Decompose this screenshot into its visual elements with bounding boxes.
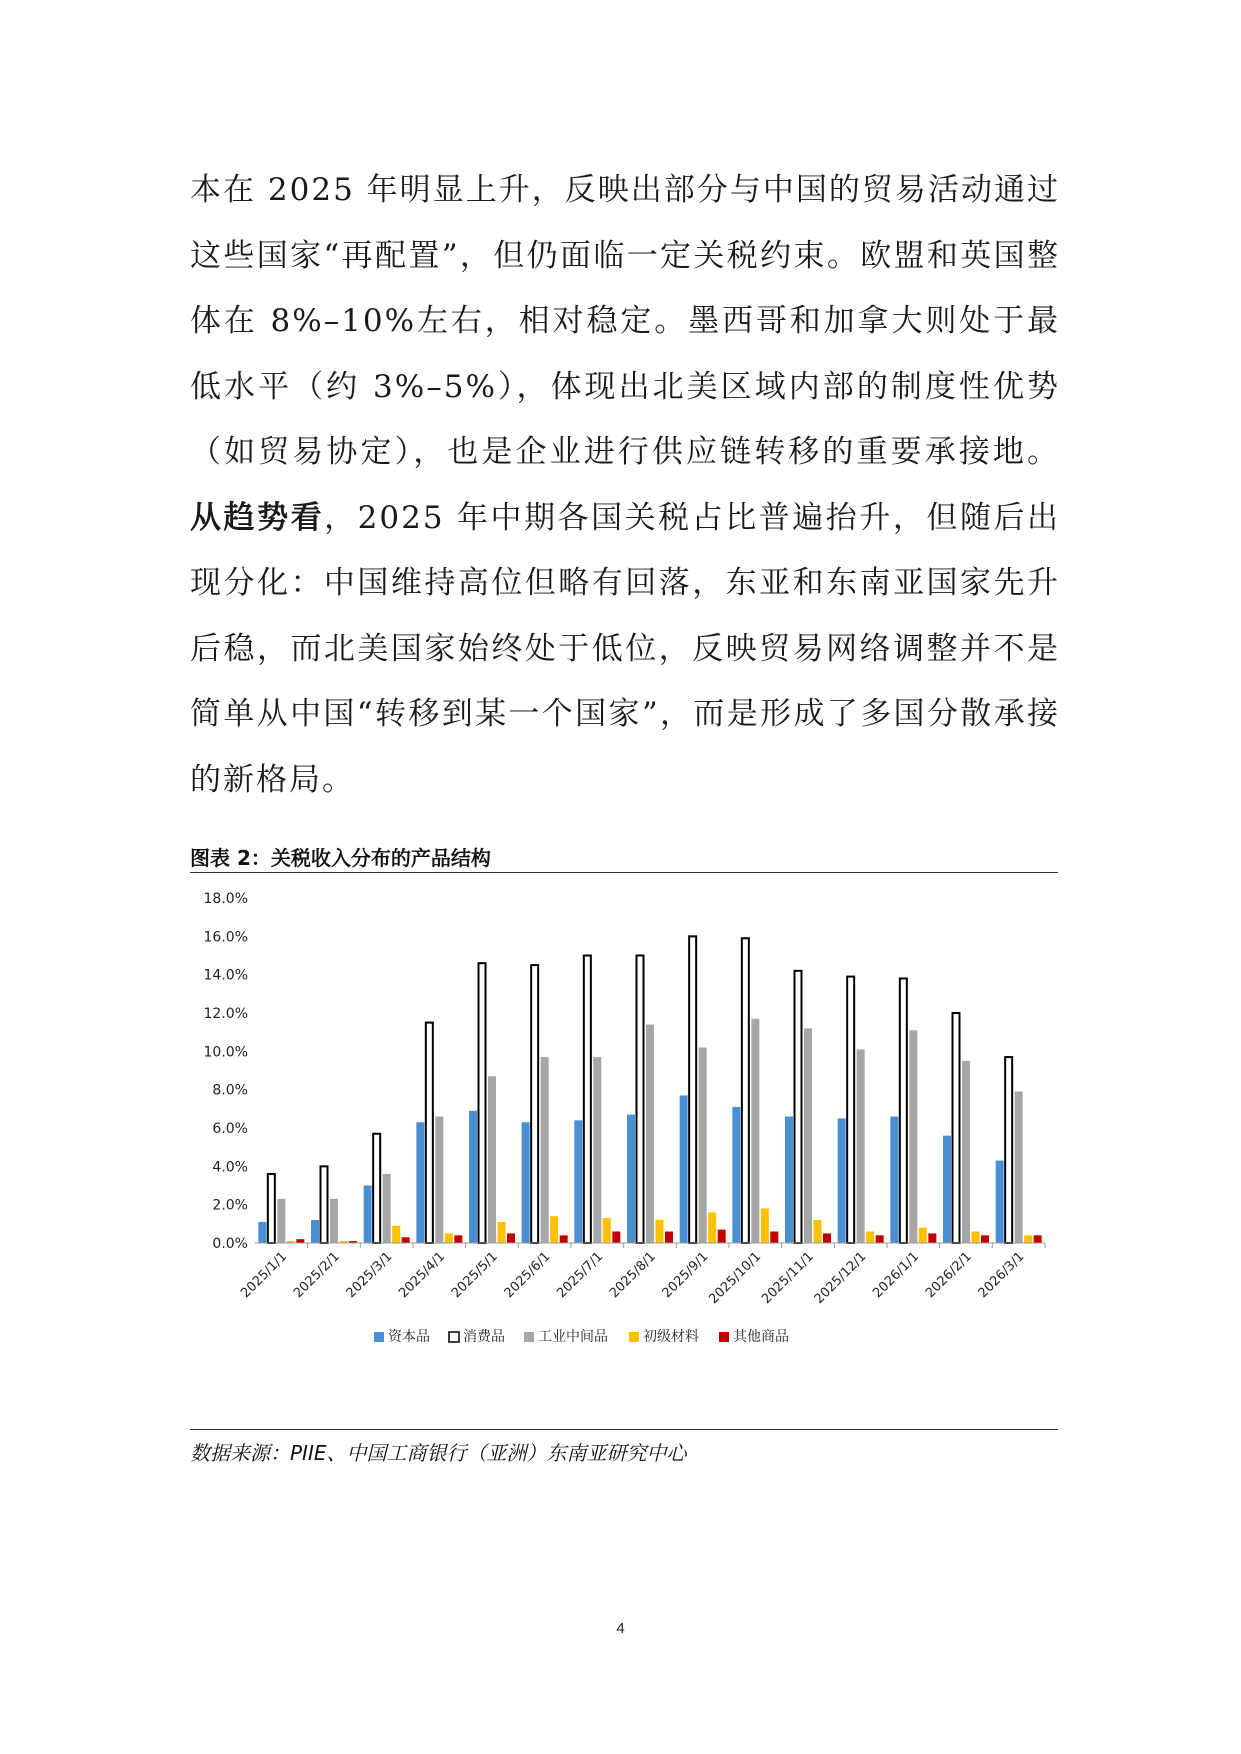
bar-3-11 <box>804 1028 812 1243</box>
bar-5-5 <box>507 1233 515 1243</box>
bars-group <box>258 936 1041 1243</box>
bar-1-6 <box>522 1122 530 1243</box>
bar-2-10 <box>742 938 749 1243</box>
x-tick-label: 2025/2/1 <box>290 1249 343 1302</box>
bar-2-6 <box>531 965 538 1243</box>
tariff-product-structure-chart <box>190 880 1060 1420</box>
bar-1-9 <box>680 1095 688 1243</box>
bar-2-3 <box>373 1134 380 1243</box>
bar-3-10 <box>751 1019 759 1243</box>
legend-swatch-3 <box>524 1332 534 1342</box>
bar-1-7 <box>574 1120 582 1243</box>
y-tick-label: 6.0% <box>212 1121 248 1137</box>
bar-2-8 <box>637 956 644 1244</box>
bar-1-3 <box>364 1186 372 1244</box>
bar-1-8 <box>627 1115 635 1243</box>
paragraph-text-1: 本在 2025 年明显上升，反映出部分与中国的贸易活动通过这些国家“再配置”，但仍面临一定关税约束。欧盟和英国整体在 8%–10%左右，相对稳定。墨西哥和加拿大则处于最低水平（约 3%–5%），体现出北美区域内部的制度性优势（如贸易协定），也是企业进行供应链转移的重要承接地。 <box>190 172 1060 470</box>
x-tick-label: 2025/6/1 <box>501 1249 554 1302</box>
bar-4-13 <box>919 1228 927 1243</box>
bar-5-9 <box>718 1230 726 1243</box>
bar-2-9 <box>689 936 696 1243</box>
paragraph-emphasis: 从趋势看 <box>190 499 325 536</box>
x-tick-label: 2025/3/1 <box>343 1249 396 1302</box>
x-tick-label: 2025/8/1 <box>606 1249 659 1302</box>
bar-2-12 <box>847 977 854 1243</box>
chart-legend <box>374 1328 789 1345</box>
figure-title: 图表 2：关税收入分布的产品结构 <box>190 846 491 870</box>
bar-5-3 <box>402 1237 410 1243</box>
bar-1-5 <box>469 1111 477 1243</box>
bar-3-15 <box>1015 1092 1023 1243</box>
bar-2-7 <box>584 956 591 1244</box>
bar-2-14 <box>953 1013 960 1243</box>
body-paragraph <box>190 158 1060 813</box>
figure-source: 数据来源：PIIE、中国工商银行（亚洲）东南亚研究中心 <box>190 1441 687 1465</box>
bar-1-14 <box>943 1136 951 1243</box>
bar-1-4 <box>416 1122 424 1243</box>
bar-4-10 <box>761 1209 769 1244</box>
bar-3-8 <box>646 1025 654 1244</box>
bar-4-7 <box>603 1218 611 1243</box>
x-axis <box>238 1243 1045 1307</box>
y-tick-label: 18.0% <box>203 891 248 907</box>
bar-1-12 <box>838 1118 846 1243</box>
x-tick-label: 2026/2/1 <box>922 1249 975 1302</box>
bar-4-4 <box>445 1233 453 1243</box>
bar-1-13 <box>890 1117 898 1244</box>
bar-2-13 <box>900 979 907 1244</box>
x-tick-label: 2026/1/1 <box>870 1249 923 1302</box>
bar-2-1 <box>268 1174 275 1243</box>
bar-3-2 <box>330 1199 338 1243</box>
bar-2-5 <box>479 963 486 1243</box>
bar-2-15 <box>1005 1057 1012 1243</box>
y-tick-label: 4.0% <box>212 1159 248 1176</box>
bar-4-15 <box>1024 1235 1032 1243</box>
y-axis <box>204 891 248 1252</box>
bar-3-9 <box>699 1048 707 1244</box>
x-tick-label: 2025/4/1 <box>396 1249 449 1302</box>
bar-3-7 <box>593 1057 601 1243</box>
x-tick-label: 2025/11/1 <box>759 1249 817 1307</box>
bar-5-7 <box>612 1232 620 1244</box>
figure-top-rule <box>190 872 1058 873</box>
bar-5-12 <box>876 1235 884 1243</box>
bar-3-1 <box>277 1199 285 1243</box>
bar-3-13 <box>909 1030 917 1243</box>
x-tick-label: 2025/9/1 <box>659 1249 712 1302</box>
bar-2-2 <box>321 1166 328 1243</box>
bar-5-1 <box>296 1239 304 1243</box>
x-tick-label: 2025/5/1 <box>448 1249 501 1302</box>
page-number: 4 <box>616 1620 625 1637</box>
bar-5-14 <box>981 1235 989 1243</box>
y-tick-label: 0.0% <box>212 1236 248 1252</box>
legend-label-4: 初级材料 <box>643 1329 699 1345</box>
legend-swatch-4 <box>629 1332 639 1342</box>
y-tick-label: 16.0% <box>203 929 248 946</box>
bar-3-5 <box>488 1076 496 1243</box>
bar-5-11 <box>823 1233 831 1243</box>
bar-4-11 <box>814 1220 822 1243</box>
y-tick-label: 8.0% <box>212 1082 248 1099</box>
bar-4-3 <box>392 1226 400 1243</box>
bar-3-3 <box>383 1174 391 1243</box>
bar-4-14 <box>972 1232 980 1244</box>
bar-4-6 <box>550 1216 558 1243</box>
x-tick-label: 2025/12/1 <box>811 1249 870 1307</box>
bar-3-6 <box>541 1057 549 1243</box>
legend-label-3: 工业中间品 <box>538 1329 608 1345</box>
legend-swatch-5 <box>719 1332 729 1342</box>
bar-2-11 <box>795 971 802 1243</box>
legend-label-5: 其他商品 <box>733 1329 789 1345</box>
x-tick-label: 2025/10/1 <box>706 1249 765 1307</box>
bar-1-2 <box>311 1220 319 1243</box>
x-tick-label: 2026/3/1 <box>975 1249 1028 1302</box>
bar-1-11 <box>785 1117 793 1244</box>
bar-2-4 <box>426 1023 433 1243</box>
bar-5-6 <box>560 1235 568 1243</box>
legend-label-2: 消费品 <box>463 1329 505 1345</box>
bar-5-4 <box>454 1235 462 1243</box>
y-tick-label: 10.0% <box>203 1044 248 1061</box>
bar-1-15 <box>996 1161 1004 1243</box>
bar-5-15 <box>1034 1235 1042 1243</box>
legend-swatch-1 <box>374 1332 384 1342</box>
bar-3-4 <box>435 1117 443 1244</box>
bar-4-8 <box>656 1220 664 1243</box>
bar-5-13 <box>928 1233 936 1243</box>
bar-4-12 <box>866 1232 874 1244</box>
bar-5-8 <box>665 1232 673 1244</box>
legend-swatch-2 <box>449 1332 459 1342</box>
bar-1-1 <box>258 1222 266 1243</box>
x-tick-label: 2025/1/1 <box>238 1249 291 1302</box>
paragraph-text-2: ，2025 年中期各国关税占比普遍抬升，但随后出现分化：中国维持高位但略有回落，东亚和东南亚国家先升后稳，而北美国家始终处于低位，反映贸易网络调整并不是简单从中国“转移到某一个国家”，而是形成了多国分散承接的新格局。 <box>190 499 1061 798</box>
bar-4-5 <box>498 1222 506 1243</box>
x-tick-label: 2025/7/1 <box>554 1249 607 1302</box>
y-tick-label: 12.0% <box>203 1006 248 1022</box>
legend-label-1: 资本品 <box>388 1329 430 1345</box>
bar-3-12 <box>857 1049 865 1243</box>
bar-4-9 <box>708 1212 716 1243</box>
bar-5-10 <box>770 1232 778 1244</box>
y-tick-label: 2.0% <box>212 1197 248 1214</box>
bar-1-10 <box>732 1107 740 1243</box>
figure-bottom-rule <box>190 1429 1058 1430</box>
bar-3-14 <box>962 1061 970 1243</box>
y-tick-label: 14.0% <box>203 967 248 984</box>
